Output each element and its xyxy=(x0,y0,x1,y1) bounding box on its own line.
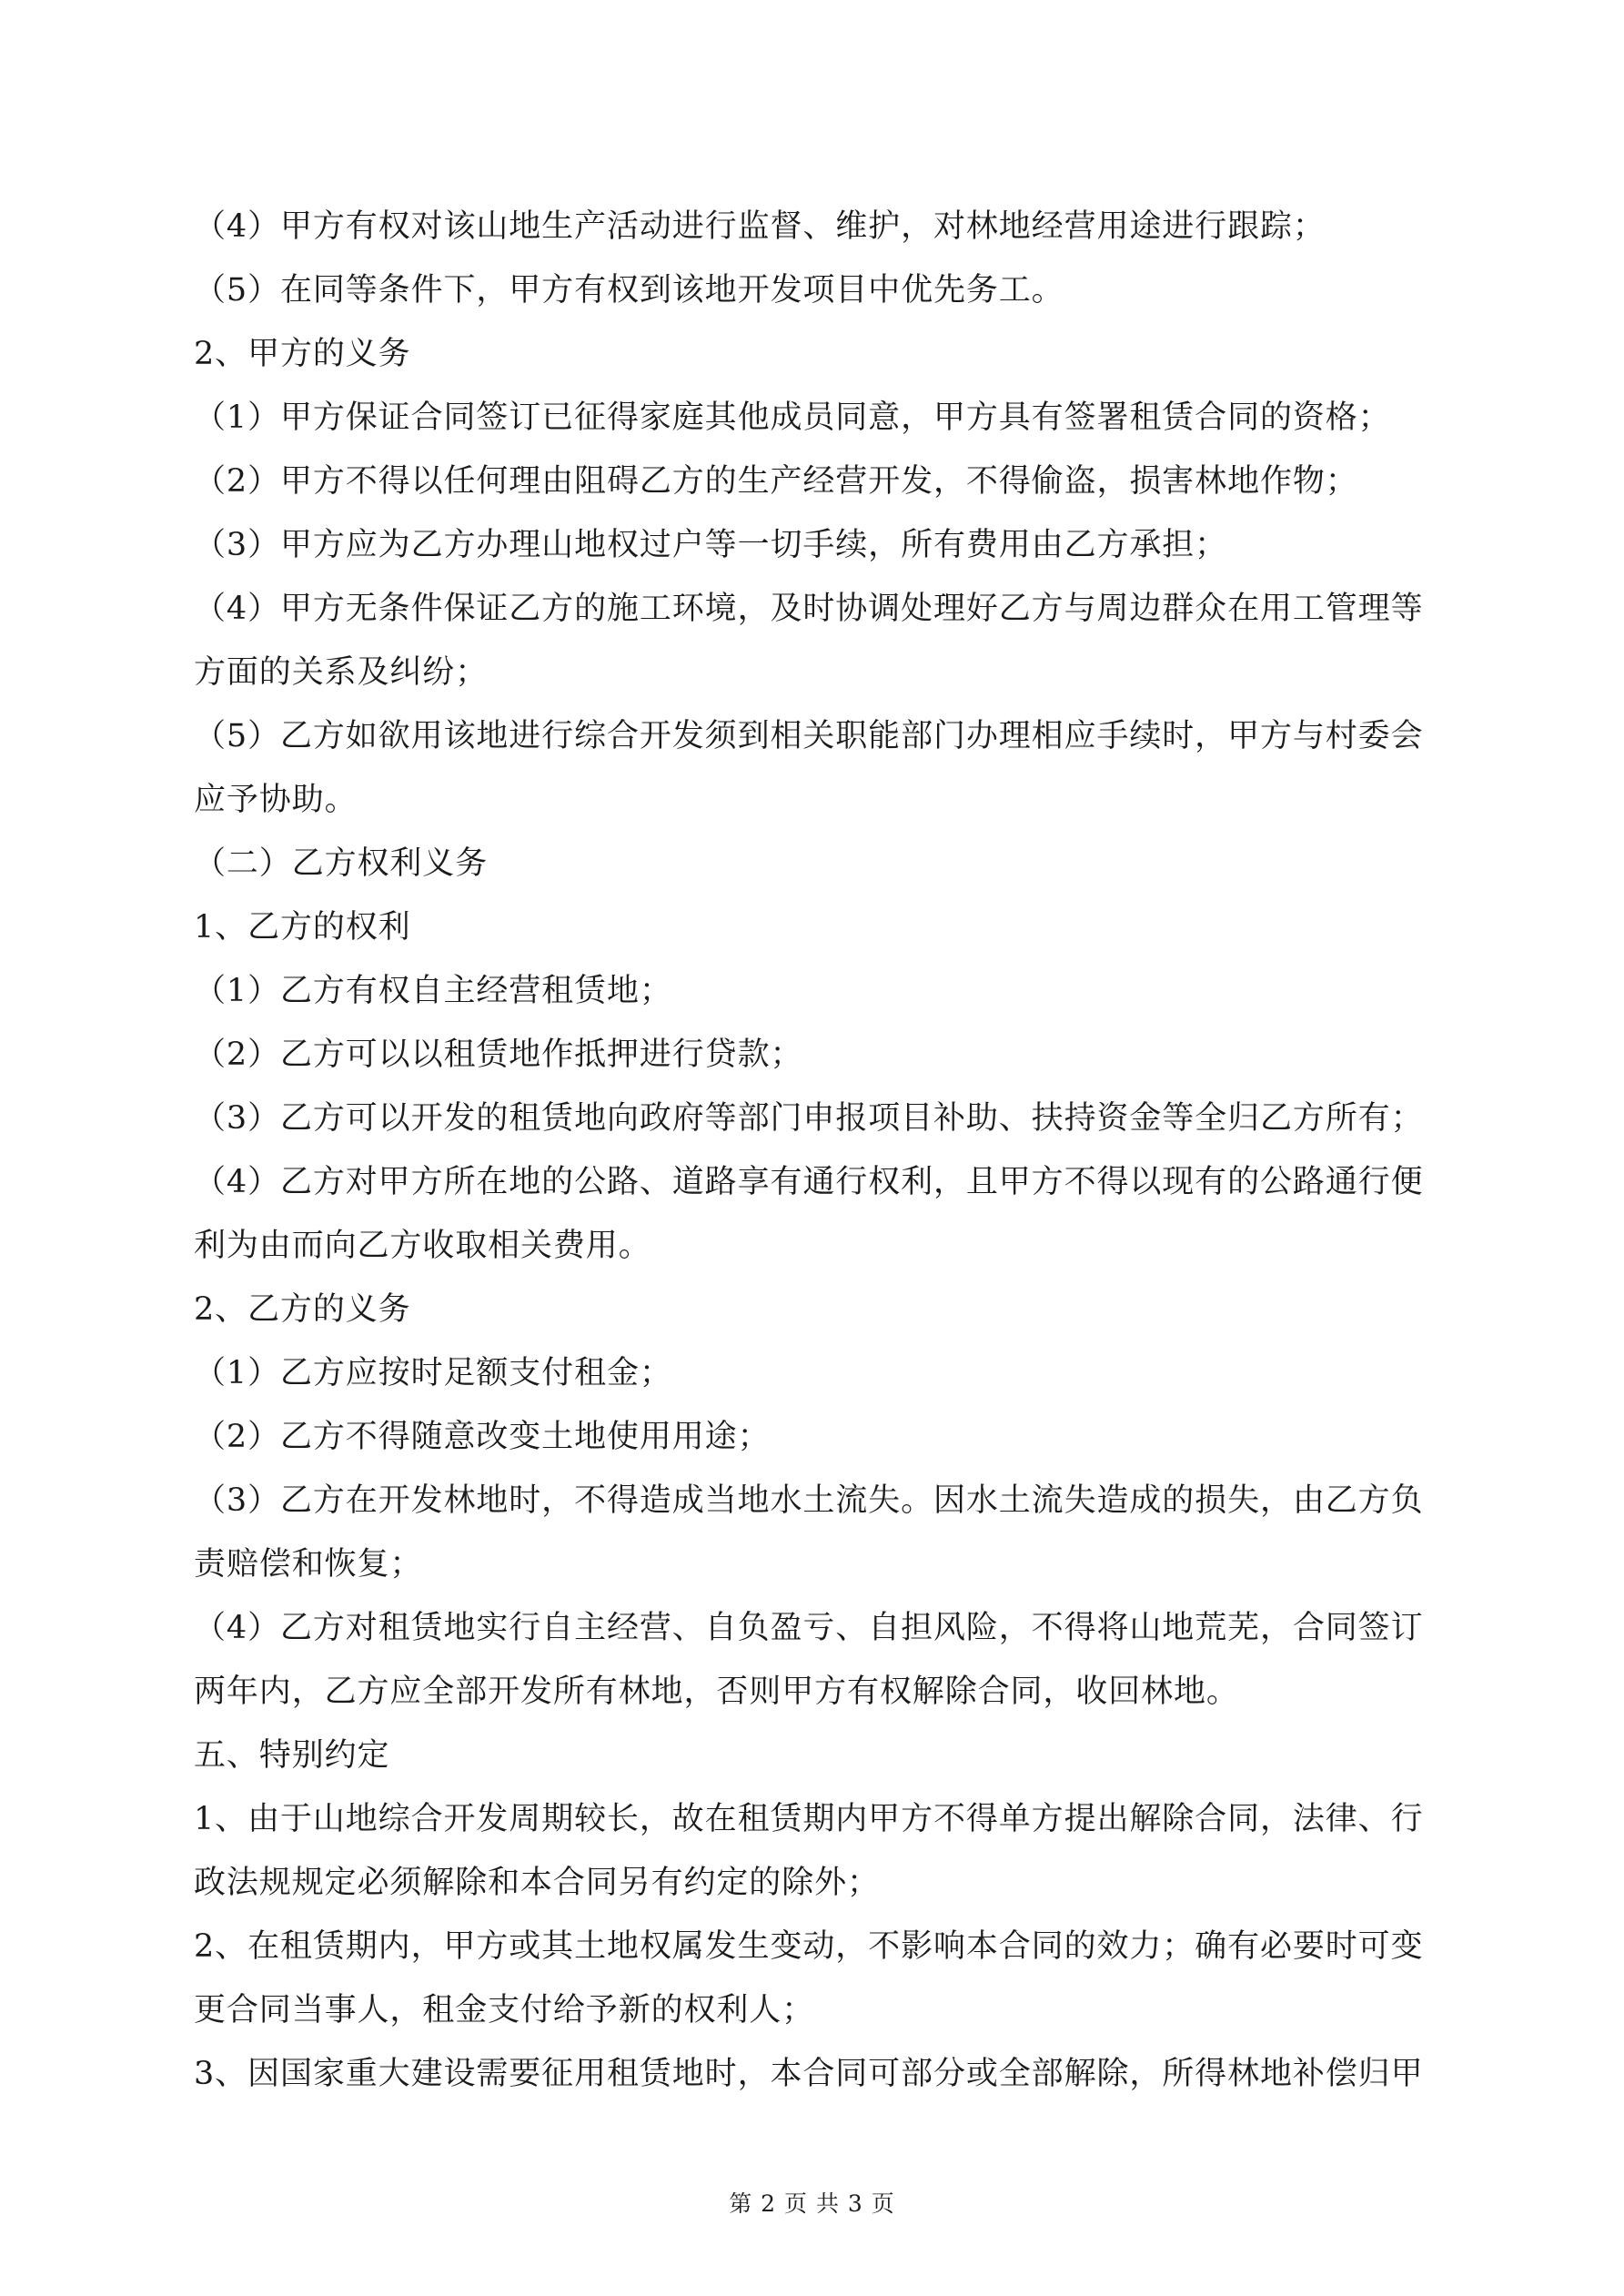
text-line: （5）在同等条件下，甲方有权到该地开发项目中优先务工。 xyxy=(194,272,1064,308)
text-line: （5）乙方如欲用该地进行综合开发须到相关职能部门办理相应手续时，甲方与村委会 xyxy=(194,718,1424,754)
text-line: （3）甲方应为乙方办理山地权过户等一切手续，所有费用由乙方承担； xyxy=(194,527,1228,563)
text-line: （2）乙方不得随意改变土地使用用途； xyxy=(194,1419,771,1455)
section-heading: （二）乙方权利义务 xyxy=(194,845,489,882)
text-line: （4）甲方有权对该山地生产活动进行监督、维护，对林地经营用途进行跟踪； xyxy=(194,208,1326,245)
text-line: 更合同当事人，租金支付给予新的权利人； xyxy=(194,1992,815,2028)
section-heading: 五、特别约定 xyxy=(194,1737,390,1774)
text-line: 两年内，乙方应全部开发所有林地，否则甲方有权解除合同，收回林地。 xyxy=(194,1674,1239,1710)
text-line: （4）乙方对甲方所在地的公路、道路享有通行权利，且甲方不得以现有的公路通行便 xyxy=(194,1164,1424,1200)
text-line: 利为由而向乙方收取相关费用。 xyxy=(194,1228,651,1264)
text-line: 应予协助。 xyxy=(194,782,358,818)
text-line: 政法规规定必须解除和本合同另有约定的除外； xyxy=(194,1865,880,1901)
text-line: （2）甲方不得以任何理由阻碍乙方的生产经营开发，不得偷盗，损害林地作物； xyxy=(194,463,1358,500)
text-line: 1、由于山地综合开发周期较长，故在租赁期内甲方不得单方提出解除合同，法律、行 xyxy=(194,1801,1424,1837)
text-line: 2、在租赁期内，甲方或其土地权属发生变动，不影响本合同的效力；确有必要时可变 xyxy=(194,1928,1424,1965)
section-heading: 1、乙方的权利 xyxy=(194,909,411,946)
text-line: （1）乙方应按时足额支付租金； xyxy=(194,1355,672,1391)
page-number-footer: 第 2 页 共 3 页 xyxy=(729,2190,895,2217)
text-line: 责赔偿和恢复； xyxy=(194,1546,423,1583)
section-heading: 2、甲方的义务 xyxy=(194,336,411,372)
text-line: （1）甲方保证合同签订已征得家庭其他成员同意，甲方具有签署租赁合同的资格； xyxy=(194,400,1391,436)
text-line: （3）乙方可以开发的租赁地向政府等部门申报项目补助、扶持资金等全归乙方所有； xyxy=(194,1100,1424,1137)
text-line: （4）甲方无条件保证乙方的施工环境，及时协调处理好乙方与周边群众在用工管理等 xyxy=(194,591,1424,627)
text-line: 方面的关系及纠纷； xyxy=(194,654,489,691)
text-line: （1）乙方有权自主经营租赁地； xyxy=(194,973,672,1009)
text-line: （4）乙方对租赁地实行自主经营、自负盈亏、自担风险，不得将山地荒芜，合同签订 xyxy=(194,1610,1424,1646)
section-heading: 2、乙方的义务 xyxy=(194,1291,411,1328)
text-line: 3、因国家重大建设需要征用租赁地时，本合同可部分或全部解除，所得林地补偿归甲 xyxy=(194,2056,1424,2092)
text-line: （2）乙方可以以租赁地作抵押进行贷款； xyxy=(194,1037,803,1073)
text-line: （3）乙方在开发林地时，不得造成当地水土流失。因水土流失造成的损失，由乙方负 xyxy=(194,1482,1424,1519)
